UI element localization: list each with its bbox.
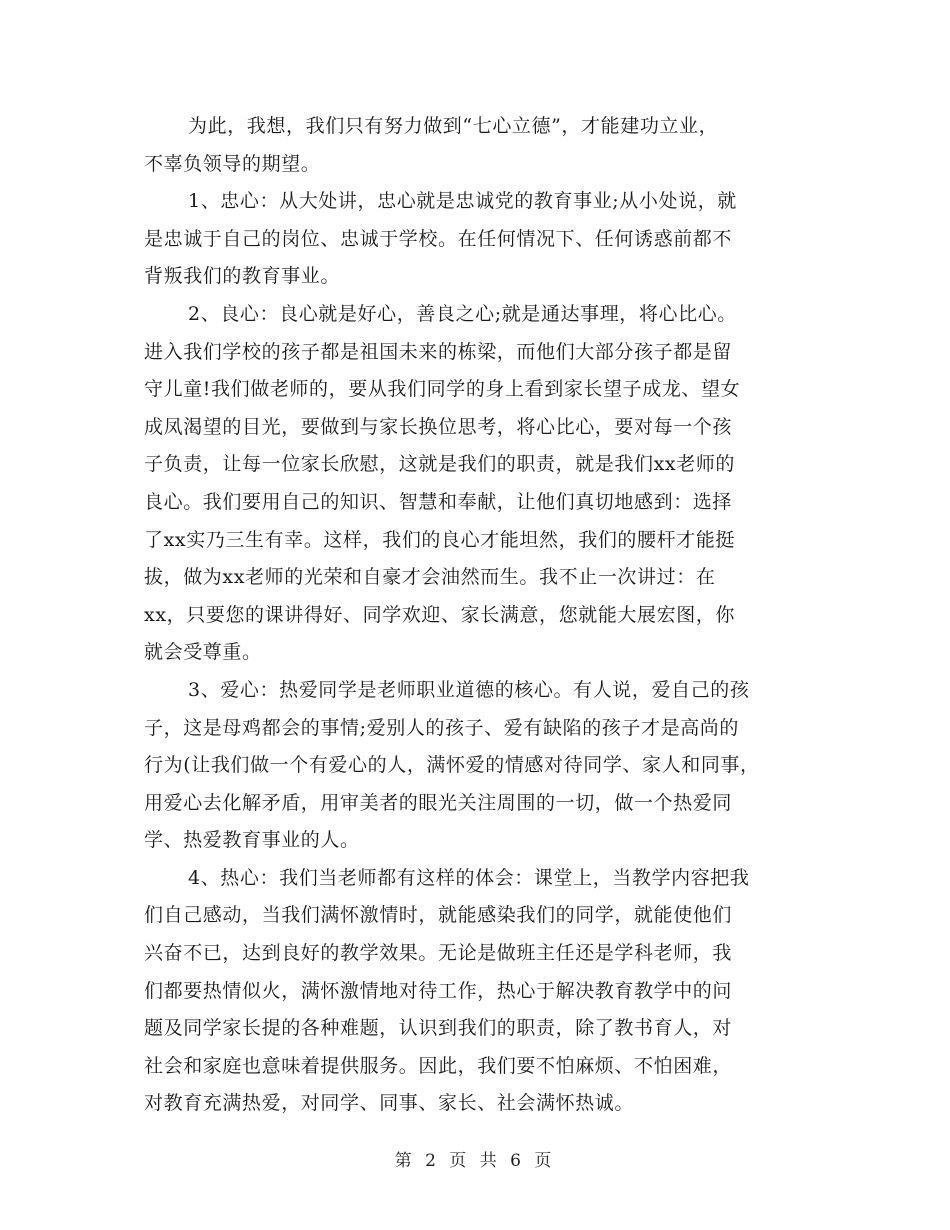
paragraph-line: 就会受尊重。 [144,641,262,664]
paragraph-line: 良心。我们要用自己的知识、智慧和奉献，让他们真切地感到：选择 [144,490,733,513]
paragraph-line: 4、热心：我们当老师都有这样的体会：课堂上，当教学内容把我 [188,866,750,889]
paragraph-line: 子负责，让每一位家长欣慰，这就是我们的职责，就是我们xx老师的 [144,453,736,476]
paragraph-line: 了xx实乃三生有幸。这样，我们的良心才能坦然，我们的腰杆才能挺 [144,528,736,551]
paragraph-line: 学、热爱教育事业的人。 [144,829,360,852]
paragraph-line: 1、忠心：从大处讲，忠心就是忠诚党的教育事业;从小处说，就 [188,190,737,213]
paragraph-line: 背叛我们的教育事业。 [144,265,341,288]
page-number-footer: 第 2 页 共 6 页 [394,1151,556,1171]
paragraph-line: 行为(让我们做一个有爱心的人，满怀爱的情感对待同学、家人和同事， [144,754,760,777]
paragraph-line: 用爱心去化解矛盾，用审美者的眼光关注周围的一切，做一个热爱同 [144,791,733,814]
paragraph-line: 们都要热情似火，满怀激情地对待工作，热心于解决教育教学中的问 [144,979,733,1002]
paragraph-line: 守儿童!我们做老师的，要从我们同学的身上看到家长望子成龙、望女 [144,378,741,401]
paragraph-line: 们自己感动，当我们满怀激情时，就能感染我们的同学，就能使他们 [144,904,733,927]
paragraph-line: 不辜负领导的期望。 [144,152,321,175]
paragraph-line: 3、爱心：热爱同学是老师职业道德的核心。有人说，爱自己的孩 [188,678,750,701]
paragraph-line: 对教育充满热爱，对同学、同事、家长、社会满怀热诚。 [144,1092,635,1115]
paragraph-line: 社会和家庭也意味着提供服务。因此，我们要不怕麻烦、不怕困难， [144,1054,733,1077]
paragraph-line: xx，只要您的课讲得好、同学欢迎、家长满意，您就能大展宏图，你 [144,603,736,626]
paragraph-line: 是忠诚于自己的岗位、忠诚于学校。在任何情况下、任何诱惑前都不 [144,227,733,250]
paragraph-line: 2、良心：良心就是好心，善良之心;就是通达事理，将心比心。 [188,302,737,325]
paragraph-line: 子，这是母鸡都会的事情;爱别人的孩子、爱有缺陷的孩子才是高尚的 [144,716,740,739]
paragraph-line: 拔，做为xx老师的光荣和自豪才会油然而生。我不止一次讲过：在 [144,566,716,589]
paragraph-line: 为此，我想，我们只有努力做到“七心立德”，才能建功立业， [188,115,719,137]
paragraph-line: 题及同学家长提的各种难题，认识到我们的职责，除了教书育人，对 [144,1017,733,1040]
paragraph-line: 兴奋不已，达到良好的教学效果。无论是做班主任还是学科老师，我 [144,942,733,965]
document-body [144,108,824,1123]
paragraph-line: 进入我们学校的孩子都是祖国未来的栋梁，而他们大部分孩子都是留 [144,340,733,363]
paragraph-line: 成凤渴望的目光，要做到与家长换位思考，将心比心，要对每一个孩 [144,415,733,438]
